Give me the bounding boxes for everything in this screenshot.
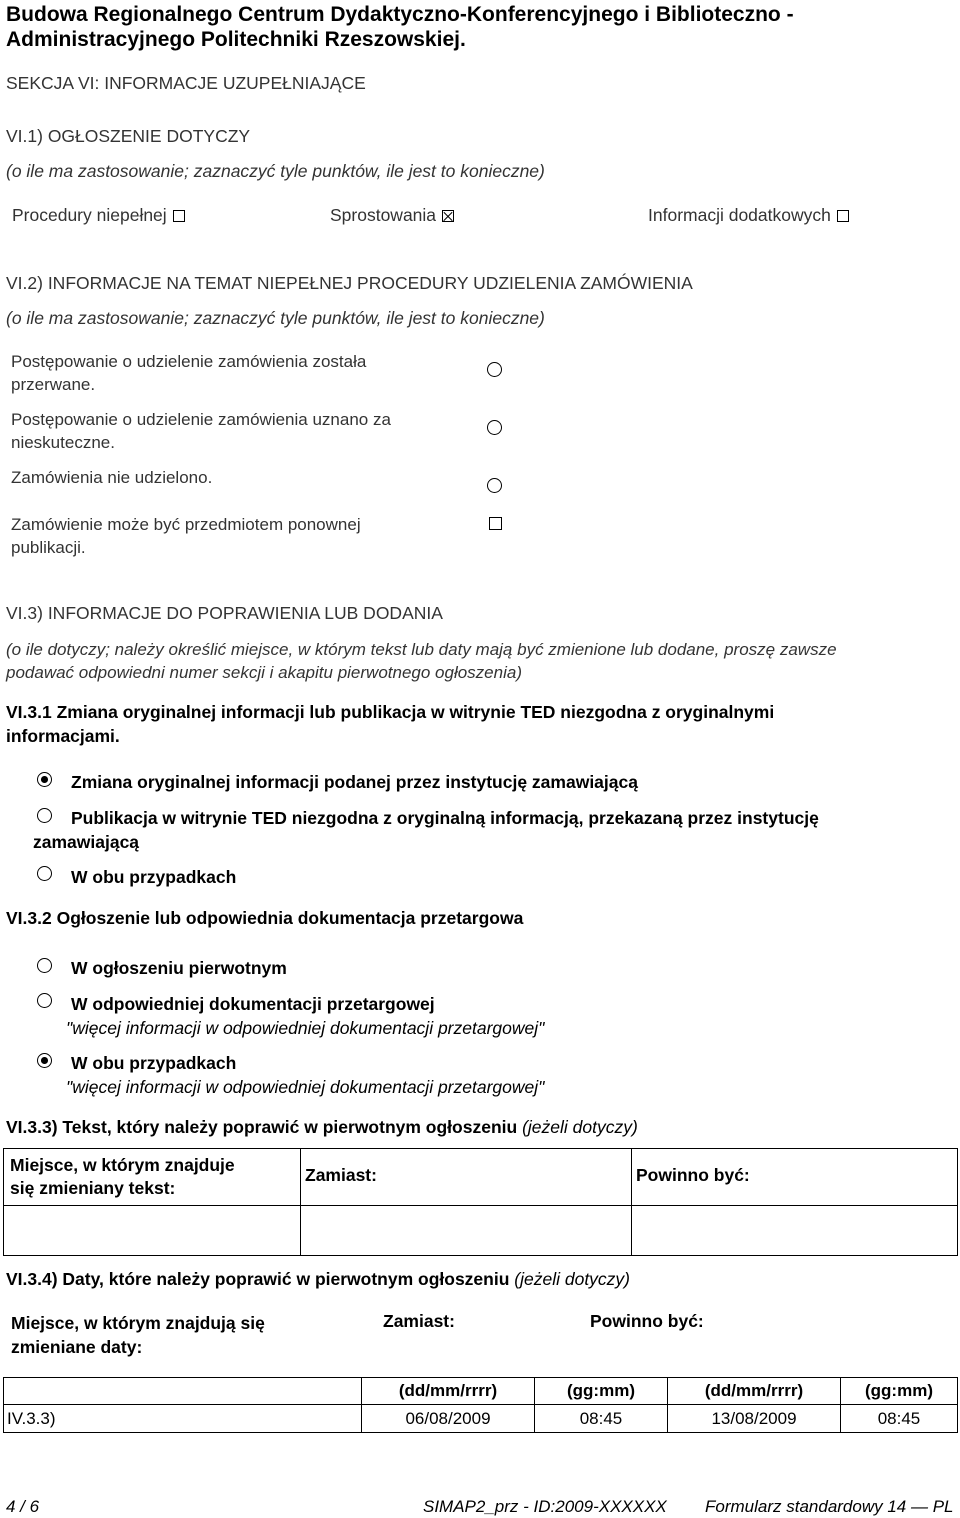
row-place: IV.3.3): [4, 1405, 362, 1433]
item-line: Zamówienia nie udzielono.: [11, 468, 213, 487]
vi31-heading: [6, 700, 774, 748]
vi31-option-2-cont: zamawiającą: [33, 832, 140, 852]
row-to-time: 08:45: [841, 1405, 958, 1433]
subheader-from-time: (gg:mm): [535, 1378, 668, 1405]
heading-text: VI.3.4) Daty, które należy poprawić w pierwotnym ogłoszeniu: [6, 1269, 510, 1289]
vi2-note: (o ile ma zastosowanie; zaznaczyć tyle punktów, ile jest to konieczne): [6, 308, 545, 328]
item-line: Postępowanie o udzielenie zamówienia została: [11, 352, 367, 371]
table-cell: [301, 1206, 632, 1256]
checkbox-empty-icon: [489, 517, 502, 530]
item-line: przerwane.: [11, 375, 96, 394]
section-heading: SEKCJA VI: INFORMACJE UZUPEŁNIAJĄCE: [6, 73, 366, 93]
header-line: Miejsce, w którym znajduje: [10, 1155, 235, 1175]
vi1-note: (o ile ma zastosowanie; zaznaczyć tyle punktów, ile jest to konieczne): [6, 161, 545, 181]
vi3-heading: VI.3) INFORMACJE DO POPRAWIENIA LUB DODANIA: [6, 603, 443, 623]
row-to-date: 13/08/2009: [668, 1405, 841, 1433]
radio-icon: [37, 866, 52, 881]
vi34-heading: [6, 1269, 630, 1290]
heading-note: (jeżeli dotyczy): [514, 1269, 631, 1289]
radio-selected-icon: [37, 772, 52, 787]
option-sprostowania: [330, 205, 454, 226]
radio-icon: [487, 420, 502, 435]
checkbox-empty-icon: [837, 210, 849, 222]
subheader-from-date: (dd/mm/rrrr): [362, 1378, 535, 1405]
vi32-option-2-note: "więcej informacji w odpowiedniej dokumentacji przetargowej": [66, 1018, 545, 1038]
header-line: zmieniane daty:: [11, 1337, 143, 1357]
table-cell: [4, 1206, 301, 1256]
option-procedury-niepelnej: [12, 205, 185, 226]
item-line: nieskuteczne.: [11, 433, 115, 452]
vi33-heading: [6, 1117, 638, 1138]
heading-text: VI.3.3) Tekst, który należy poprawić w pierwotnym ogłoszeniu: [6, 1117, 518, 1137]
header-line: się zmieniany tekst:: [10, 1178, 176, 1198]
vi32-option-3-note: "więcej informacji w odpowiedniej dokumentacji przetargowej": [66, 1077, 545, 1097]
heading-line: informacjami.: [6, 726, 120, 746]
vi34-col-to: Powinno być:: [590, 1311, 704, 1331]
subheader-to-date: (dd/mm/rrrr): [668, 1378, 841, 1405]
heading-note: (jeżeli dotyczy): [522, 1117, 638, 1137]
note-line: (o ile dotyczy; należy określić miejsce, w którym tekst lub daty mają być zmienione lub dodane, proszę zawsze: [6, 640, 837, 659]
vi2-item-4: [11, 513, 361, 559]
note-line: podawać odpowiedni numer sekcji i akapitu pierwotnego ogłoszenia): [6, 663, 522, 682]
row-from-date: 06/08/2009: [362, 1405, 535, 1433]
radio-selected-icon: [37, 1053, 52, 1068]
document-title: [6, 2, 794, 52]
table-header-place: [4, 1149, 301, 1206]
radio-icon: [487, 478, 502, 493]
subheader-to-time: (gg:mm): [841, 1378, 958, 1405]
vi33-table: [3, 1148, 958, 1256]
vi31-option-3: W obu przypadkach: [71, 867, 237, 887]
radio-icon: [37, 993, 52, 1008]
option-informacji-dodatkowych: [648, 205, 849, 226]
vi2-heading: VI.2) INFORMACJE NA TEMAT NIEPEŁNEJ PROCEDURY UDZIELENIA ZAMÓWIENIA: [6, 273, 693, 293]
checkbox-empty-icon: [173, 210, 185, 222]
row-from-time: 08:45: [535, 1405, 668, 1433]
vi2-item-3: [11, 466, 212, 489]
checkbox-checked-icon: [442, 210, 454, 222]
header-line: Miejsce, w którym znajdują się: [11, 1313, 265, 1333]
title-line-1: Budowa Regionalnego Centrum Dydaktyczno-Konferencyjnego i Biblioteczno -: [6, 3, 794, 26]
vi1-heading: VI.1) OGŁOSZENIE DOTYCZY: [6, 126, 251, 146]
vi2-item-1: [11, 350, 366, 396]
vi32-heading: VI.3.2 Ogłoszenie lub odpowiednia dokumentacja przetargowa: [6, 908, 524, 928]
footer-doc-id: SIMAP2_prz - ID:2009-XXXXXX: [423, 1497, 667, 1516]
radio-icon: [37, 958, 52, 973]
item-line: Postępowanie o udzielenie zamówienia uznano za: [11, 410, 391, 429]
vi32-option-3: W obu przypadkach: [71, 1053, 237, 1073]
table-cell: [632, 1206, 958, 1256]
vi32-option-1: W ogłoszeniu pierwotnym: [71, 958, 287, 978]
radio-icon: [487, 362, 502, 377]
vi32-option-2: W odpowiedniej dokumentacji przetargowej: [71, 994, 435, 1014]
title-line-2: Administracyjnego Politechniki Rzeszowskiej.: [6, 28, 466, 51]
vi34-col-from: Zamiast:: [383, 1311, 455, 1331]
item-line: Zamówienie może być przedmiotem ponownej: [11, 515, 361, 534]
table-header-from: Zamiast:: [301, 1149, 632, 1206]
vi34-col-place: [11, 1311, 265, 1359]
footer-page-number: 4 / 6: [6, 1497, 40, 1516]
heading-line: VI.3.1 Zmiana oryginalnej informacji lub publikacja w witrynie TED niezgodna z oryginalnymi: [6, 702, 775, 722]
vi2-item-2: [11, 408, 391, 454]
vi3-note: [6, 638, 837, 684]
vi34-table: [3, 1377, 958, 1433]
option-label: Procedury niepełnej: [12, 205, 167, 225]
radio-icon: [37, 808, 52, 823]
table-row: [4, 1405, 958, 1433]
vi31-option-2: Publikacja w witrynie TED niezgodna z oryginalną informacją, przekazaną przez instytucję: [71, 808, 819, 828]
footer-form-name: Formularz standardowy 14 — PL: [705, 1497, 954, 1516]
option-label: Informacji dodatkowych: [648, 205, 831, 225]
option-label: Sprostowania: [330, 205, 437, 225]
vi31-option-1: Zmiana oryginalnej informacji podanej przez instytucję zamawiającą: [71, 772, 638, 792]
table-header-to: Powinno być:: [632, 1149, 958, 1206]
item-line: publikacji.: [11, 538, 86, 557]
table-cell: [4, 1378, 362, 1405]
